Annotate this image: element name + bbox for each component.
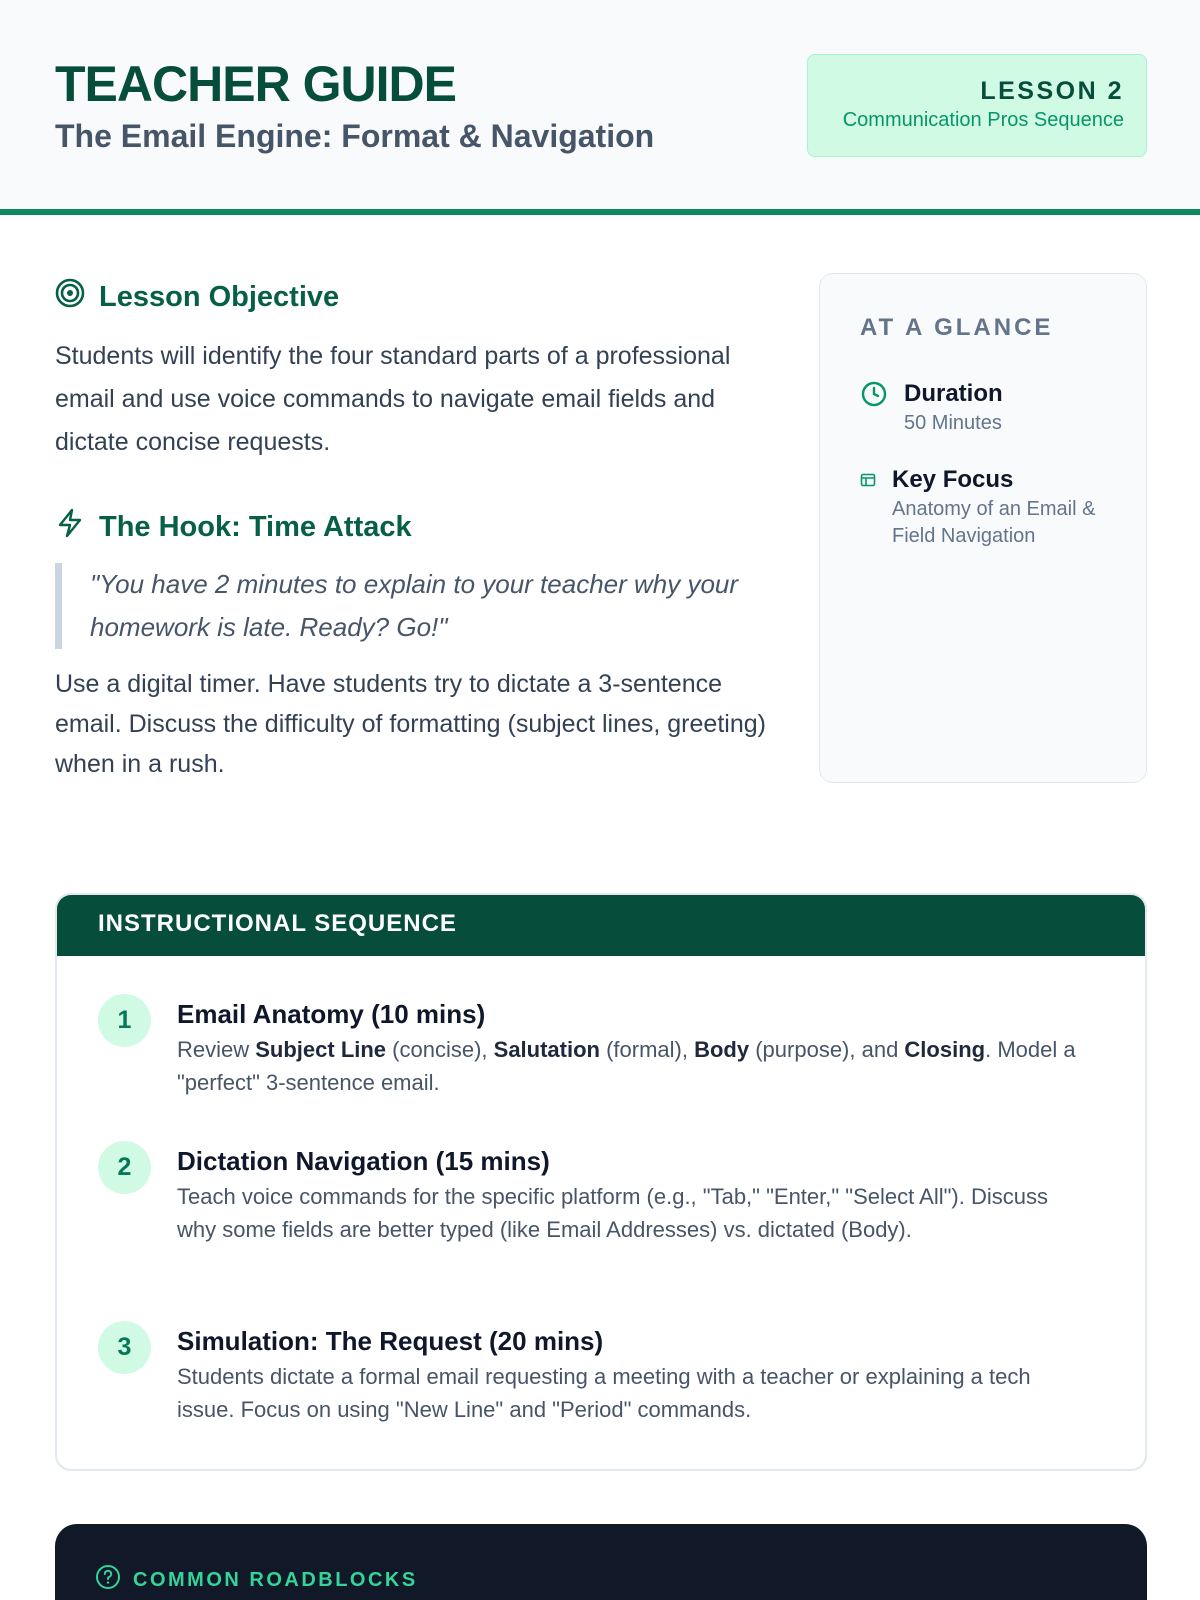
step-description: Review Subject Line (concise), Salutation (formal), Body (purpose), and Closing. Model a "perfect" 3-sentence email.: [177, 1037, 1076, 1095]
lesson-badge: [807, 54, 1147, 157]
hook-quote: "You have 2 minutes to explain to your teacher why your homework is late. Ready? Go!": [55, 563, 775, 649]
roadblocks-heading-label: COMMON ROADBLOCKS: [133, 1568, 418, 1591]
page-subtitle: The Email Engine: Format & Navigation: [55, 118, 655, 154]
at-a-glance-card: [819, 273, 1147, 783]
step-description: Teach voice commands for the specific platform (e.g., "Tab," "Enter," "Select All"). Discuss why some fields are better typed (like Email Addresses) vs. dictated (Body).: [177, 1184, 1048, 1242]
glance-value: 50 Minutes: [904, 412, 1002, 434]
step-title: Dictation Navigation (15 mins): [177, 1146, 550, 1176]
step-number: 2: [98, 1141, 151, 1194]
sequence-step: [98, 1141, 1077, 1246]
glance-title: AT A GLANCE: [860, 314, 1054, 341]
sequence-step: [98, 994, 1077, 1099]
glance-value: Anatomy of an Email & Field Navigation: [892, 498, 1096, 547]
clock-icon: [860, 380, 888, 408]
hook-heading: [55, 508, 412, 546]
guide-header: [0, 0, 1200, 215]
glance-item-duration: [860, 378, 1003, 437]
hook-text: Use a digital timer. Have students try to dictate a 3-sentence email. Discuss the difficulty of formatting (subject lines, greeting) when in a rush.: [55, 670, 766, 778]
step-number: 1: [98, 994, 151, 1047]
lesson-label: LESSON 2: [980, 77, 1124, 105]
sequence-name: Communication Pros Sequence: [842, 109, 1124, 131]
layout-icon: [860, 472, 876, 488]
step-title: Email Anatomy (10 mins): [177, 999, 486, 1029]
question-circle-icon: [95, 1564, 121, 1596]
sequence-heading: INSTRUCTIONAL SEQUENCE: [57, 895, 1145, 956]
glance-item-key-focus: [860, 464, 1102, 550]
step-description: Students dictate a formal email requesting a meeting with a teacher or explaining a tech issue. Focus on using "New Line" and "Period" commands.: [177, 1364, 1031, 1422]
glance-label: Key Focus: [892, 466, 1014, 493]
step-number: 3: [98, 1321, 151, 1374]
hook-heading-label: The Hook: Time Attack: [99, 510, 412, 543]
objective-heading: [55, 278, 339, 316]
glance-label: Duration: [904, 380, 1003, 407]
objective-heading-label: Lesson Objective: [99, 280, 340, 313]
target-icon: [55, 278, 85, 316]
objective-text: Students will identify the four standard parts of a professional email and use voice commands to navigate email fields and dictate concise requests.: [55, 342, 731, 456]
roadblocks-heading: [95, 1564, 418, 1596]
common-roadblocks-panel: [55, 1524, 1147, 1600]
lightning-icon: [55, 508, 85, 546]
instructional-sequence-card: [55, 893, 1147, 1471]
sequence-step: [98, 1321, 1077, 1426]
page-title: TEACHER GUIDE: [55, 56, 456, 112]
step-title: Simulation: The Request (20 mins): [177, 1326, 604, 1356]
